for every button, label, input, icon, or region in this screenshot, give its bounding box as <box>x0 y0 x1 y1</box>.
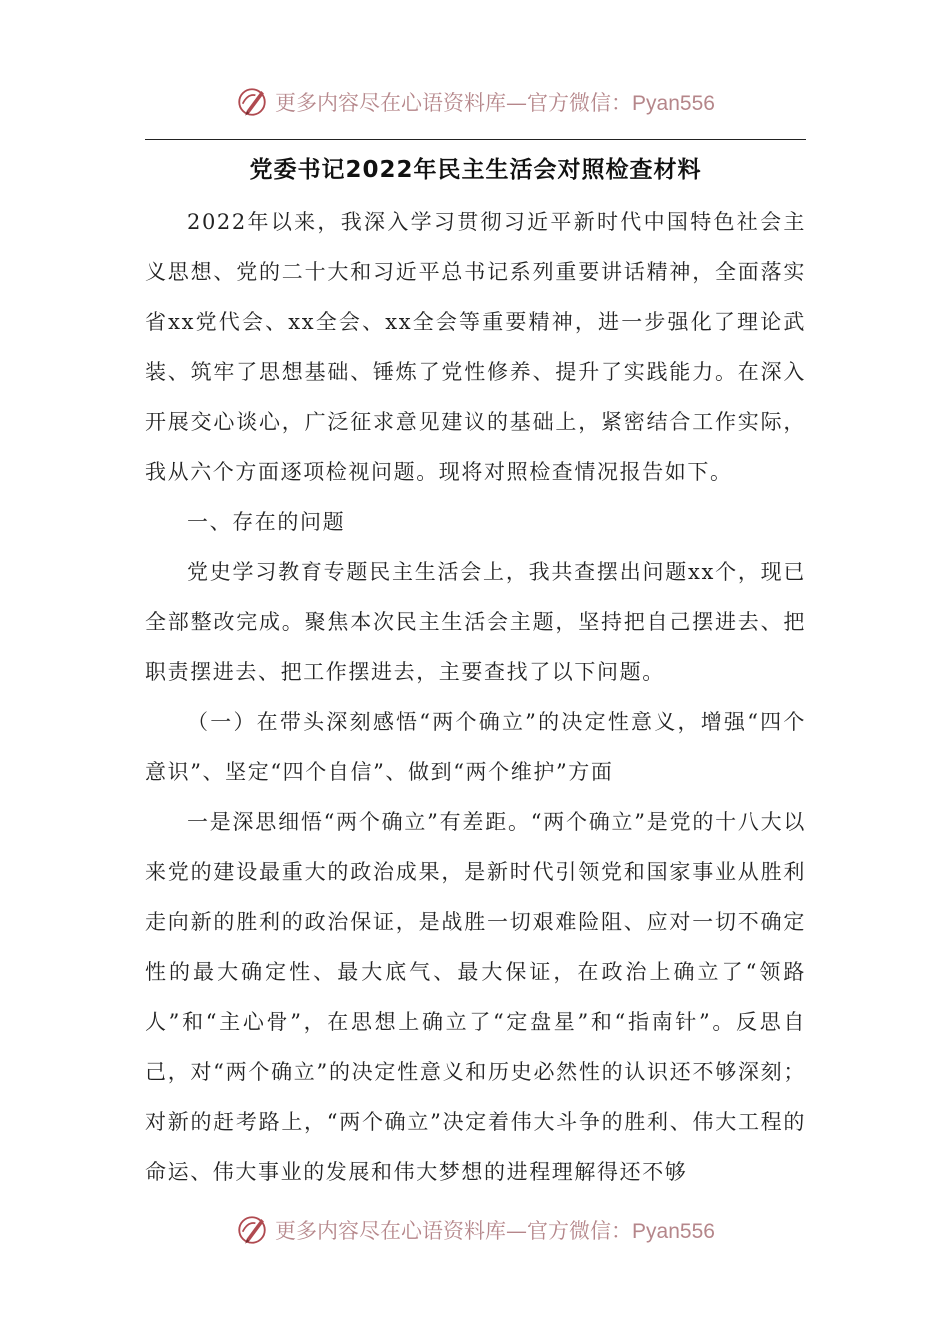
watermark-text: 更多内容尽在心语资料库—官方微信：Pyan556 <box>275 1219 715 1243</box>
document-body <box>145 197 806 1197</box>
header-divider <box>145 139 806 140</box>
footer-watermark-banner <box>0 1210 950 1250</box>
wechat-id: Pyan556 <box>632 1220 715 1243</box>
pen-logo-icon <box>235 1213 269 1247</box>
intro-paragraph: 2022年以来，我深入学习贯彻习近平新时代中国特色社会主义思想、党的二十大和习近平总书记系列重要讲话精神，全面落实省xx党代会、xx全会、xx全会等重要精神，进一步强化了理论武装、筑牢了思想基础、锤炼了党性修养、提升了实践能力。在深入开展交心谈心，广泛征求意见建议的基础上，紧密结合工作实际，我从六个方面逐项检视问题。现将对照检查情况报告如下。 <box>145 210 806 484</box>
header-watermark-banner <box>0 82 950 122</box>
point-paragraph-1: 一是深思细悟“两个确立”有差距。“两个确立”是党的十八大以来党的建设最重大的政治成果，是新时代引领党和国家事业从胜利走向新的胜利的政治保证，是战胜一切艰难险阻、应对一切不确定性的最大确定性、最大底气、最大保证，在政治上确立了“领路人”和“主心骨”，在思想上确立了“定盘星”和“指南针”。反思自己，对“两个确立”的决定性意义和历史必然性的认识还不够深刻；对新的赶考路上，“两个确立”决定着伟大斗争的胜利、伟大工程的命运、伟大事业的发展和伟大梦想的进程理解得还不够 <box>145 810 806 1184</box>
wechat-id: Pyan556 <box>632 92 715 115</box>
problems-paragraph: 党史学习教育专题民主生活会上，我共查摆出问题xx个，现已全部整改完成。聚焦本次民主生活会主题，坚持把自己摆进去、把职责摆进去、把工作摆进去，主要查找了以下问题。 <box>145 560 806 684</box>
document-title: 党委书记2022年民主生活会对照检查材料 <box>249 157 702 183</box>
pen-logo-icon <box>235 85 269 119</box>
section-heading-problems: 一、存在的问题 <box>187 510 346 534</box>
watermark-text: 更多内容尽在心语资料库—官方微信：Pyan556 <box>275 91 715 115</box>
subsection-heading-1: （一）在带头深刻感悟“两个确立”的决定性意义，增强“四个意识”、坚定“四个自信”、做到“两个维护”方面 <box>145 710 806 784</box>
